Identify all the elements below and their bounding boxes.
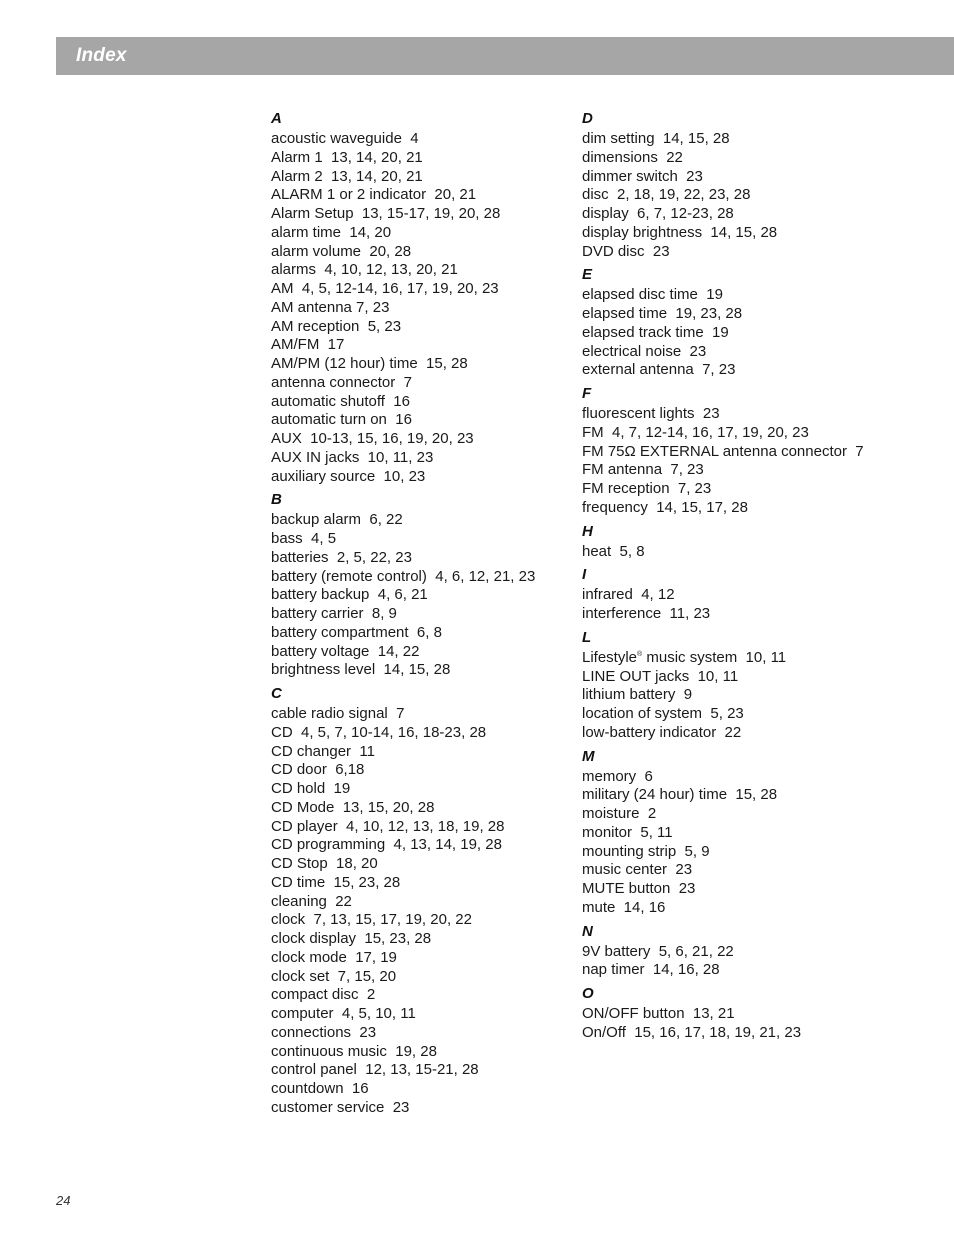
index-entry: FM antenna 7, 23	[582, 461, 704, 479]
index-entry: battery backup 4, 6, 21	[271, 586, 428, 604]
index-entry: dimmer switch 23	[582, 167, 703, 185]
index-entry: location of system 5, 23	[582, 705, 744, 722]
index-entry: ON/OFF button 13, 21	[582, 1005, 735, 1022]
index-section-f	[582, 383, 902, 518]
index-entry: compact disc 2	[271, 986, 376, 1004]
index-entry: dimensions 22	[582, 148, 683, 166]
index-entry: battery (remote control) 4, 6, 12, 21, 23	[271, 567, 536, 585]
index-entry: interference 11, 23	[582, 605, 711, 622]
index-entry: CD Stop 18, 20	[271, 855, 378, 872]
index-entry: antenna connector 7	[271, 373, 412, 391]
index-entry: connections 23	[271, 1023, 377, 1041]
index-entry: dim setting 14, 15, 28	[582, 130, 730, 147]
section-letter: E	[582, 266, 593, 284]
index-entry: computer 4, 5, 10, 11	[271, 1005, 416, 1022]
index-entry: cable radio signal 7	[271, 705, 405, 722]
index-entry: control panel 12, 13, 15-21, 28	[271, 1061, 479, 1079]
index-entry: Alarm 1 13, 14, 20, 21	[271, 148, 423, 166]
page-number: 24	[56, 1193, 71, 1208]
index-entry: AM/FM 17	[271, 336, 345, 354]
index-entry: CD hold 19	[271, 780, 351, 797]
index-entry: alarms 4, 10, 12, 13, 20, 21	[271, 261, 458, 279]
index-section-o	[582, 983, 902, 1043]
index-entry: batteries 2, 5, 22, 23	[271, 548, 412, 566]
index-entry: FM 4, 7, 12-14, 16, 17, 19, 20, 23	[582, 423, 809, 441]
index-section-e	[582, 264, 902, 380]
section-letter: D	[582, 110, 593, 127]
index-entry: CD 4, 5, 7, 10-14, 16, 18-23, 28	[271, 723, 487, 741]
index-entry: Alarm Setup 13, 15-17, 19, 20, 28	[271, 205, 501, 222]
index-entry: FM 75Ω EXTERNAL antenna connector 7	[582, 442, 864, 460]
index-entry: fluorescent lights 23	[582, 405, 720, 422]
index-entry: CD changer 11	[271, 742, 375, 760]
index-entry: external antenna 7, 23	[582, 361, 736, 379]
index-entry: alarm time 14, 20	[271, 223, 392, 241]
index-entry: CD programming 4, 13, 14, 19, 28	[271, 836, 502, 854]
index-entry: monitor 5, 11	[582, 823, 673, 841]
index-entry: display brightness 14, 15, 28	[582, 223, 778, 241]
index-entry: LINE OUT jacks 10, 11	[582, 667, 739, 685]
index-entry: clock set 7, 15, 20	[271, 967, 397, 985]
index-entry: elapsed time 19, 23, 28	[582, 305, 743, 322]
index-entry: frequency 14, 15, 17, 28	[582, 498, 748, 516]
index-entry: automatic shutoff 16	[271, 392, 410, 410]
index-entry: mute 14, 16	[582, 898, 666, 916]
section-letter: O	[582, 985, 594, 1002]
section-letter: N	[582, 922, 593, 940]
section-letter: H	[582, 522, 593, 540]
index-entry: nap timer 14, 16, 28	[582, 961, 720, 979]
index-entry: alarm volume 20, 28	[271, 242, 412, 260]
index-column-left	[271, 108, 561, 1118]
index-entry: military (24 hour) time 15, 28	[582, 786, 778, 804]
index-entry: AUX IN jacks 10, 11, 23	[271, 448, 434, 466]
index-entry: DVD disc 23	[582, 242, 670, 260]
section-letter: M	[582, 747, 595, 765]
section-letter: F	[582, 385, 592, 402]
index-entry: elapsed disc time 19	[582, 286, 723, 304]
index-entry: ALARM 1 or 2 indicator 20, 21	[271, 186, 477, 204]
index-entry: mounting strip 5, 9	[582, 842, 710, 860]
index-section-b	[271, 489, 561, 680]
index-entry: infrared 4, 12	[582, 586, 675, 604]
index-entry: FM reception 7, 23	[582, 480, 712, 497]
index-entry: auxiliary source 10, 23	[271, 467, 426, 485]
index-entry: music center 23	[582, 861, 693, 879]
index-entry: battery compartment 6, 8	[271, 623, 442, 641]
index-entry: lithium battery 9	[582, 686, 693, 704]
index-entry: memory 6	[582, 767, 653, 785]
index-entry: AM reception 5, 23	[271, 317, 402, 335]
index-section-c	[271, 683, 561, 1118]
index-entry: display 6, 7, 12-23, 28	[582, 205, 734, 222]
index-section-a	[271, 108, 561, 486]
section-letter: A	[271, 110, 282, 127]
index-entry: CD door 6,18	[271, 761, 365, 779]
index-entry: CD time 15, 23, 28	[271, 873, 401, 891]
section-letter: I	[582, 566, 587, 584]
section-letter: C	[271, 685, 282, 702]
index-entry: AM antenna 7, 23	[271, 298, 390, 316]
index-entry: continuous music 19, 28	[271, 1042, 437, 1060]
index-entry: countdown 16	[271, 1080, 369, 1097]
index-entry: AM/PM (12 hour) time 15, 28	[271, 355, 468, 372]
index-entry: CD Mode 13, 15, 20, 28	[271, 798, 435, 816]
index-section-n	[582, 921, 902, 981]
index-entry: low-battery indicator 22	[582, 723, 742, 741]
index-entry: 9V battery 5, 6, 21, 22	[582, 942, 734, 960]
index-entry: acoustic waveguide 4	[271, 130, 419, 147]
index-entry: brightness level 14, 15, 28	[271, 661, 451, 679]
index-section-i	[582, 564, 902, 624]
index-entry: bass 4, 5	[271, 530, 337, 547]
index-entry: backup alarm 6, 22	[271, 511, 403, 529]
index-entry: heat 5, 8	[582, 542, 645, 560]
index-entry: On/Off 15, 16, 17, 18, 19, 21, 23	[582, 1023, 802, 1041]
index-entry: battery carrier 8, 9	[271, 605, 397, 622]
index-entry: Lifestyle® music system 10, 11	[582, 648, 787, 666]
index-section-m	[582, 746, 902, 918]
index-entry: automatic turn on 16	[271, 411, 412, 429]
section-letter: B	[271, 491, 282, 509]
index-entry: AUX 10-13, 15, 16, 19, 20, 23	[271, 430, 474, 447]
page-title: Index	[76, 45, 127, 66]
index-entry: Alarm 2 13, 14, 20, 21	[271, 167, 423, 185]
index-entry: CD player 4, 10, 12, 13, 18, 19, 28	[271, 817, 505, 835]
index-entry: MUTE button 23	[582, 880, 696, 897]
index-entry: elapsed track time 19	[582, 323, 729, 341]
index-section-d	[582, 108, 902, 261]
registered-mark: ®	[637, 650, 643, 658]
index-column-right	[582, 108, 902, 1043]
header-bar	[56, 37, 954, 75]
index-entry: clock display 15, 23, 28	[271, 930, 432, 947]
index-section-h	[582, 521, 902, 562]
section-letter: L	[582, 628, 592, 646]
index-entry: customer service 23	[271, 1098, 410, 1116]
index-entry: AM 4, 5, 12-14, 16, 17, 19, 20, 23	[271, 280, 499, 297]
index-entry: moisture 2	[582, 805, 657, 822]
index-entry: clock 7, 13, 15, 17, 19, 20, 22	[271, 911, 472, 929]
index-section-l	[582, 627, 902, 743]
index-entry: disc 2, 18, 19, 22, 23, 28	[582, 186, 751, 204]
index-entry: cleaning 22	[271, 892, 352, 910]
index-entry: electrical noise 23	[582, 342, 707, 360]
index-entry: battery voltage 14, 22	[271, 642, 420, 660]
index-entry: clock mode 17, 19	[271, 948, 397, 966]
